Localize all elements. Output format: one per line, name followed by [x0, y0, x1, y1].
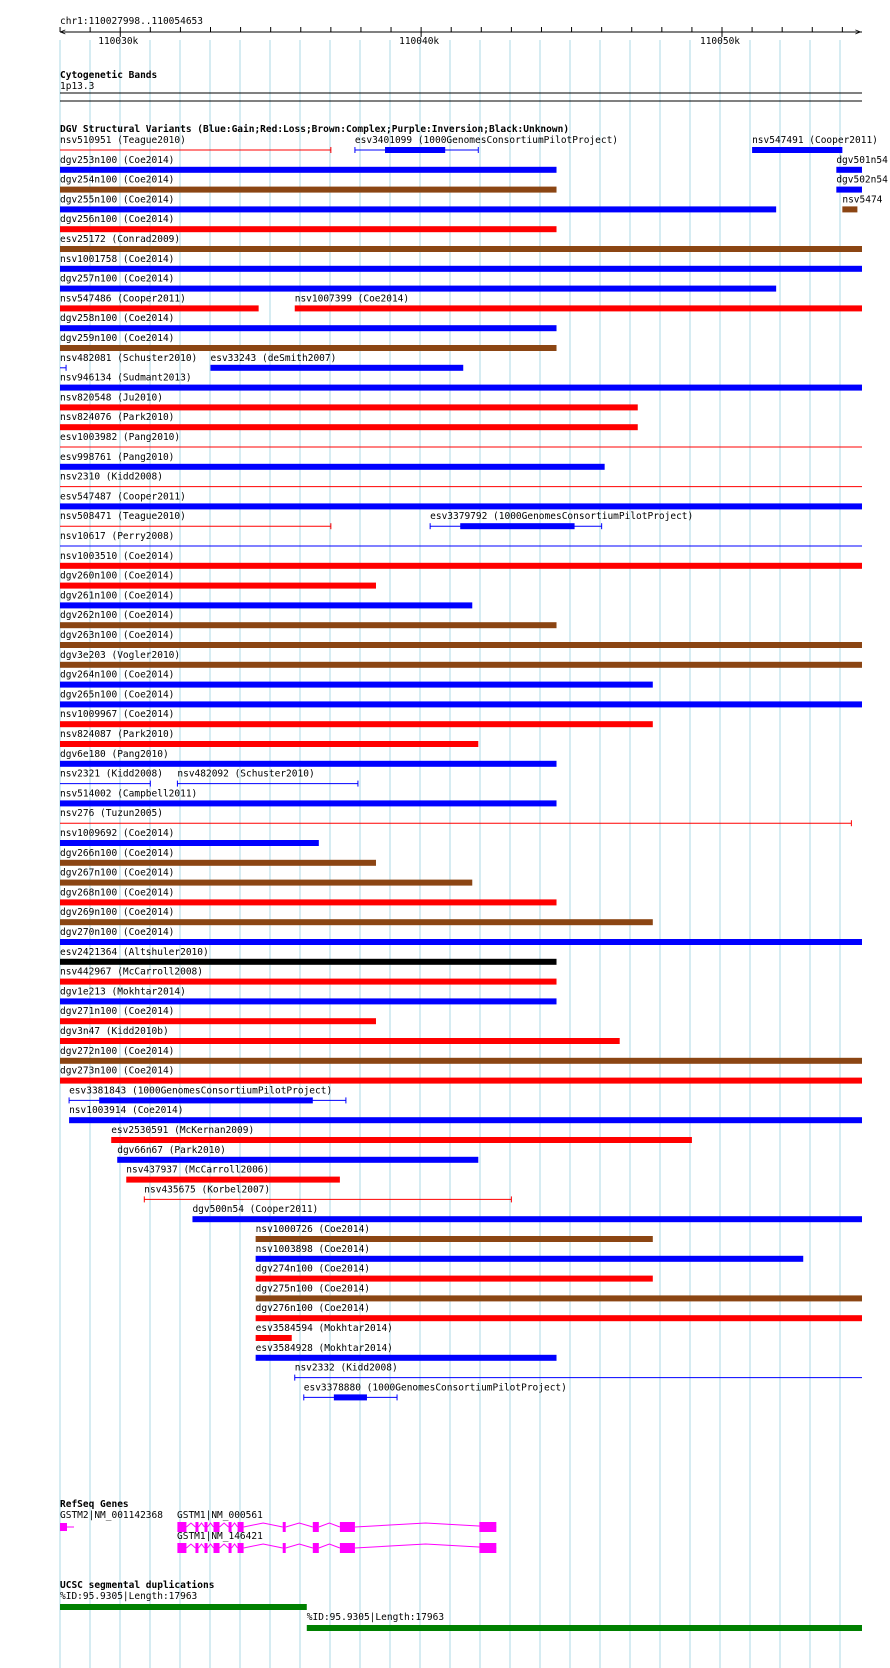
gene-intron: [207, 1523, 213, 1527]
sv-bar: [60, 959, 557, 965]
gene-intron: [198, 1544, 204, 1548]
gene-intron: [207, 1544, 213, 1548]
sv-label: esv2421364 (Altshuler2010): [60, 946, 209, 958]
sv-feature[interactable]: [60, 868, 472, 886]
sv-feature[interactable]: [60, 214, 557, 232]
sv-bar: [60, 860, 376, 866]
sv-feature[interactable]: [60, 670, 653, 688]
sv-bar: [60, 187, 557, 193]
sv-bar: [256, 1295, 862, 1301]
segdup-bar: [60, 1604, 307, 1610]
sv-feature[interactable]: [752, 135, 878, 153]
sv-label: nsv435675 (Korbel2007): [144, 1184, 271, 1196]
sv-bar: [60, 325, 557, 331]
sv-feature[interactable]: [60, 808, 851, 826]
sv-label: esv2530591 (McKernan2009): [111, 1125, 255, 1136]
sv-bar: [60, 385, 862, 391]
gene-label: GSTM1|NM_146421: [177, 1531, 263, 1542]
sv-bar: [334, 1394, 367, 1400]
sv-feature[interactable]: [60, 769, 163, 787]
sv-bar: [60, 563, 862, 569]
sv-bar: [460, 523, 574, 529]
sv-bar: [256, 1236, 653, 1242]
sv-label: dgv254n100 (Coe2014): [60, 174, 175, 186]
sv-label: dgv261n100 (Coe2014): [60, 590, 175, 602]
sv-bar: [60, 404, 638, 410]
sv-feature[interactable]: [60, 590, 472, 608]
gene-intron: [220, 1523, 229, 1527]
sv-bar: [256, 1256, 804, 1262]
sv-bar: [60, 206, 776, 212]
sv-feature[interactable]: [256, 1244, 804, 1262]
sv-label: nsv1009692 (Coe2014): [60, 828, 175, 839]
sv-feature[interactable]: [60, 1026, 620, 1044]
sv-bar: [60, 167, 557, 173]
sv-label: dgv256n100 (Coe2014): [60, 214, 175, 226]
sv-feature[interactable]: [256, 1264, 653, 1282]
sv-feature[interactable]: [60, 729, 478, 747]
sv-label: dgv270n100 (Coe2014): [60, 927, 175, 938]
sv-feature[interactable]: [60, 848, 376, 866]
sv-bar: [60, 622, 557, 628]
sv-label: nsv1000726 (Coe2014): [255, 1224, 371, 1235]
sv-feature[interactable]: [60, 194, 776, 212]
sv-label: nsv510951 (Teague2010): [60, 135, 186, 146]
sv-label: nsv2321 (Kidd2008): [60, 768, 163, 780]
sv-label: dgv500n54 (Cooper2011): [192, 1204, 319, 1216]
sv-feature[interactable]: [177, 769, 358, 787]
sv-feature[interactable]: [192, 1204, 862, 1222]
sv-feature[interactable]: [60, 749, 557, 767]
sv-label: nsv508471 (Teague2010): [60, 511, 186, 523]
sv-bar: [60, 840, 319, 846]
gene-exon: [229, 1543, 232, 1553]
sv-bar: [69, 1117, 862, 1123]
sv-label: nsv1003510 (Coe2014): [60, 550, 175, 562]
gene-exon: [340, 1522, 355, 1532]
ruler-tick-label: 110030k: [98, 36, 139, 47]
sv-feature[interactable]: [60, 373, 862, 391]
sv-label: dgv272n100 (Coe2014): [60, 1045, 175, 1057]
sv-bar: [211, 365, 464, 371]
gene-exon: [479, 1543, 496, 1553]
gene-label: GSTM2|NM_001142368: [60, 1510, 163, 1521]
sv-label: dgv273n100 (Coe2014): [60, 1065, 175, 1077]
sv-feature[interactable]: [60, 412, 638, 430]
gene-model[interactable]: [177, 1510, 496, 1532]
ruler-tick-label: 110050k: [699, 36, 741, 47]
sv-bar: [836, 187, 862, 193]
sv-label: dgv276n100 (Coe2014): [255, 1303, 371, 1315]
sv-bar: [60, 701, 862, 707]
sv-label: nsv1003914 (Coe2014): [69, 1105, 184, 1117]
sv-label: nsv482081 (Schuster2010): [60, 352, 198, 364]
sv-label: dgv253n100 (Coe2014): [60, 154, 175, 166]
sv-bar: [60, 602, 472, 608]
gene-intron: [232, 1544, 238, 1548]
sv-feature[interactable]: [69, 1085, 346, 1103]
sv-bar: [385, 147, 445, 153]
sv-label: nsv5474: [842, 194, 883, 206]
sv-label: esv3379792 (1000GenomesConsortiumPilotProject): [430, 511, 694, 523]
sv-feature[interactable]: [836, 155, 888, 173]
sv-label: dgv66n67 (Park2010): [117, 1144, 226, 1156]
sv-bar: [60, 919, 653, 925]
ruler-tick-label: 110040k: [399, 36, 440, 47]
gene-exon: [479, 1522, 496, 1532]
sv-bar: [60, 800, 557, 806]
sv-label: esv998761 (Pang2010): [60, 451, 175, 463]
sv-bar: [60, 345, 557, 351]
gene-exon: [195, 1543, 198, 1553]
sv-bar: [117, 1157, 478, 1163]
ruler-ticks: [60, 27, 842, 47]
sv-label: nsv946134 (Sudmant2013): [60, 372, 192, 384]
sv-feature[interactable]: [295, 1363, 862, 1381]
sv-feature[interactable]: [60, 135, 331, 153]
sv-bar: [60, 761, 557, 767]
sv-bar: [60, 939, 862, 945]
gene-exon: [60, 1523, 67, 1531]
sv-feature[interactable]: [256, 1283, 862, 1301]
sv-feature[interactable]: [60, 313, 557, 331]
sv-feature[interactable]: [60, 353, 197, 371]
sv-label: nsv2332 (Kidd2008): [294, 1362, 398, 1374]
gene-label: GSTM1|NM_000561: [177, 1510, 263, 1521]
sv-feature[interactable]: [60, 452, 605, 470]
sv-label: esv33243 (deSmith2007): [210, 352, 337, 364]
sv-label: nsv824076 (Park2010): [60, 412, 175, 424]
sv-feature[interactable]: [60, 274, 776, 292]
sv-feature[interactable]: [60, 333, 557, 351]
sv-bar: [60, 226, 557, 232]
sv-bar: [60, 642, 862, 648]
position-label[interactable]: chr1:110027998..110054653: [60, 16, 203, 27]
sv-label: dgv263n100 (Coe2014): [60, 630, 175, 641]
sv-label: nsv547486 (Cooper2011): [60, 293, 186, 305]
sv-feature[interactable]: [126, 1165, 340, 1183]
sv-bar: [60, 682, 653, 688]
sv-feature[interactable]: [60, 947, 557, 965]
sv-bar: [60, 741, 478, 747]
sv-label: nsv10617 (Perry2008): [60, 531, 175, 542]
gene-exon: [283, 1543, 286, 1553]
sv-feature[interactable]: [60, 828, 319, 846]
sv-label: esv3401099 (1000GenomesConsortiumPilotProject): [354, 135, 619, 146]
sv-feature[interactable]: [256, 1343, 557, 1361]
sv-feature[interactable]: [355, 135, 618, 153]
sv-label: dgv502n54: [836, 174, 888, 186]
sv-bar: [192, 1216, 862, 1222]
sv-feature[interactable]: [117, 1145, 478, 1163]
sv-bar: [752, 147, 842, 153]
cytoband-label[interactable]: 1p13.3: [60, 81, 95, 92]
sv-label: nsv1007399 (Coe2014): [294, 293, 410, 305]
sv-label: dgv259n100 (Coe2014): [60, 333, 175, 344]
gene-exon: [214, 1543, 220, 1553]
gene-intron: [244, 1544, 283, 1548]
sv-label: dgv501n54: [836, 154, 888, 166]
gene-intron: [286, 1523, 313, 1527]
sv-label: nsv442967 (McCarroll2008): [60, 966, 203, 978]
sv-bar: [99, 1097, 313, 1103]
sv-label: dgv1e213 (Mokhtar2014): [60, 986, 186, 998]
dgv-track-title[interactable]: DGV Structural Variants (Blue:Gain;Red:Loss;Brown:Complex;Purple:Inversion;Black:Unknown): [60, 124, 570, 135]
sv-label: nsv547491 (Cooper2011): [752, 135, 878, 146]
gene-intron: [355, 1523, 496, 1527]
sv-label: esv25172 (Conrad2009): [60, 234, 181, 245]
sv-label: dgv267n100 (Coe2014): [60, 867, 175, 879]
sv-label: dgv275n100 (Coe2014): [255, 1283, 371, 1295]
gene-intron: [186, 1523, 195, 1527]
sv-label: nsv1003898 (Coe2014): [255, 1243, 371, 1255]
sv-label: dgv268n100 (Coe2014): [60, 887, 175, 899]
sv-label: nsv482092 (Schuster2010): [177, 768, 315, 780]
sv-bar: [60, 503, 862, 509]
sv-bar: [60, 1038, 620, 1044]
gene-intron: [220, 1544, 229, 1548]
sv-bar: [60, 998, 557, 1004]
sv-label: nsv514002 (Campbell2011): [60, 788, 198, 800]
sv-feature[interactable]: [60, 511, 331, 529]
sv-bar: [60, 1078, 862, 1084]
gene-exon: [313, 1543, 319, 1553]
gene-model[interactable]: [60, 1510, 163, 1531]
sv-feature[interactable]: [60, 175, 557, 193]
sv-label: nsv1001758 (Coe2014): [60, 253, 175, 265]
sv-feature[interactable]: [60, 155, 557, 173]
sv-feature[interactable]: [256, 1323, 393, 1341]
sv-bar: [60, 424, 638, 430]
sv-bar: [111, 1137, 692, 1143]
ruler-right-arrow: >: [855, 27, 861, 38]
sv-label: nsv2310 (Kidd2008): [60, 471, 163, 483]
sv-label: dgv258n100 (Coe2014): [60, 313, 175, 325]
gene-intron: [286, 1544, 313, 1548]
gene-exon: [204, 1543, 207, 1553]
sv-label: esv3381843 (1000GenomesConsortiumPilotProject): [69, 1085, 333, 1097]
sv-label: esv3584594 (Mokhtar2014): [255, 1323, 393, 1334]
sv-label: nsv437937 (McCarroll2006): [126, 1164, 270, 1176]
sv-bar: [60, 246, 862, 252]
sv-bar: [60, 1058, 862, 1064]
sv-feature[interactable]: [60, 491, 862, 509]
sv-bar: [60, 286, 776, 292]
sv-bar: [836, 167, 862, 173]
sv-bar: [842, 206, 857, 212]
sv-feature[interactable]: [60, 610, 557, 628]
sv-feature[interactable]: [60, 967, 557, 985]
sv-bar: [60, 464, 605, 470]
sv-bar: [60, 583, 376, 589]
sv-bar: [256, 1335, 292, 1341]
sv-feature[interactable]: [60, 392, 638, 410]
sv-bar: [256, 1355, 557, 1361]
sv-label: dgv274n100 (Coe2014): [255, 1263, 371, 1275]
sv-feature[interactable]: [60, 887, 557, 905]
segdup-label: %ID:95.9305|Length:17963: [60, 1591, 198, 1602]
sv-label: esv1003982 (Pang2010): [60, 432, 181, 443]
sv-label: dgv257n100 (Coe2014): [60, 273, 175, 285]
sv-feature[interactable]: [60, 571, 376, 589]
sv-label: dgv255n100 (Coe2014): [60, 194, 175, 206]
sv-label: dgv262n100 (Coe2014): [60, 610, 175, 622]
cytoband-track-title[interactable]: Cytogenetic Bands: [60, 70, 158, 81]
gene-exon: [340, 1543, 355, 1553]
sv-feature[interactable]: [60, 907, 653, 925]
segdup-bar: [307, 1625, 862, 1631]
sv-feature[interactable]: [842, 194, 882, 212]
sv-feature[interactable]: [60, 986, 557, 1004]
segdup-feature[interactable]: [307, 1612, 862, 1631]
sv-feature[interactable]: [304, 1382, 567, 1400]
sv-label: dgv6e180 (Pang2010): [60, 748, 169, 760]
gene-model[interactable]: [177, 1531, 496, 1553]
sv-feature[interactable]: [60, 709, 653, 727]
sv-bar: [60, 899, 557, 905]
sv-feature[interactable]: [256, 1303, 862, 1321]
sv-label: dgv3e203 (Vogler2010): [60, 649, 181, 661]
sv-feature[interactable]: [111, 1125, 692, 1143]
vertical-grid-lines: [60, 40, 840, 1668]
gene-intron: [198, 1523, 204, 1527]
sv-feature[interactable]: [295, 293, 862, 311]
sv-bar: [256, 1276, 653, 1282]
segdup-track-title[interactable]: UCSC segmental duplications: [60, 1580, 215, 1591]
sv-label: nsv824087 (Park2010): [60, 729, 175, 740]
sv-feature[interactable]: [60, 788, 557, 806]
gene-intron: [355, 1544, 496, 1548]
sv-label: nsv820548 (Ju2010): [60, 392, 163, 404]
sv-bar: [60, 266, 862, 272]
sv-feature[interactable]: [60, 1006, 376, 1024]
sv-bar: [126, 1177, 340, 1183]
sv-bar: [256, 1315, 862, 1321]
ruler-left-arrow: <: [60, 27, 66, 38]
sv-label: dgv264n100 (Coe2014): [60, 669, 175, 681]
sv-feature[interactable]: [430, 511, 693, 529]
sv-label: esv547487 (Cooper2011): [60, 491, 186, 503]
sv-bar: [295, 305, 862, 311]
sv-bar: [60, 880, 472, 886]
sv-feature[interactable]: [836, 175, 888, 193]
segdup-label: %ID:95.9305|Length:17963: [306, 1612, 445, 1623]
sv-feature[interactable]: [144, 1184, 511, 1202]
sv-bar: [60, 721, 653, 727]
sv-label: nsv276 (Tuzun2005): [60, 808, 163, 820]
sv-bar: [60, 662, 862, 668]
sv-feature[interactable]: [69, 1105, 862, 1123]
sv-label: dgv265n100 (Coe2014): [60, 689, 175, 701]
sv-label: dgv271n100 (Coe2014): [60, 1006, 175, 1018]
sv-feature[interactable]: [256, 1224, 653, 1242]
gene-intron: [319, 1523, 340, 1527]
gene-intron: [186, 1544, 195, 1548]
sv-bar: [60, 979, 557, 985]
sv-label: esv3378880 (1000GenomesConsortiumPilotProject): [303, 1382, 567, 1394]
gene-exon: [313, 1522, 319, 1532]
refseq-track-title[interactable]: RefSeq Genes: [60, 1499, 129, 1510]
sv-label: dgv260n100 (Coe2014): [60, 570, 175, 582]
gene-intron: [319, 1544, 340, 1548]
gene-exon: [283, 1522, 286, 1532]
sv-label: dgv3n47 (Kidd2010b): [60, 1026, 169, 1037]
gene-intron: [244, 1523, 283, 1527]
gene-intron: [232, 1523, 238, 1527]
sv-bar: [60, 1018, 376, 1024]
sv-label: dgv269n100 (Coe2014): [60, 907, 175, 919]
sv-bar: [60, 305, 259, 311]
sv-feature[interactable]: [60, 293, 259, 311]
sv-label: dgv266n100 (Coe2014): [60, 847, 175, 859]
gene-exon: [177, 1543, 186, 1553]
refseq-track: [60, 1510, 496, 1553]
gene-exon: [238, 1543, 244, 1553]
sv-label: esv3584928 (Mokhtar2014): [255, 1342, 393, 1354]
dgv-track: [60, 135, 888, 1400]
sv-label: nsv1009967 (Coe2014): [60, 709, 175, 721]
sv-feature[interactable]: [211, 353, 464, 371]
